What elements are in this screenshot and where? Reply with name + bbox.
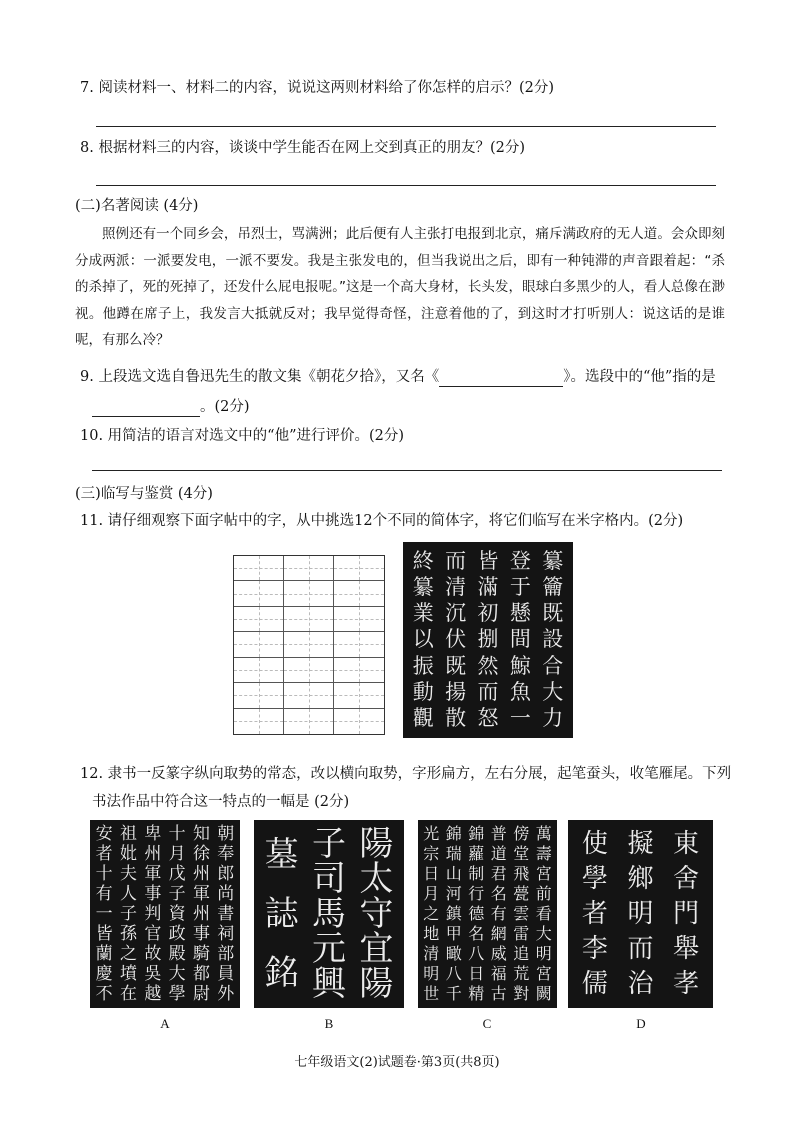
calligraphy-column: [627, 826, 653, 1002]
copybook-glyph: 懸: [509, 601, 531, 626]
calligraphy-glyph: 甲: [445, 924, 462, 943]
calligraphy-column: [423, 824, 439, 1004]
calligraphy-glyph: 瑞: [445, 844, 462, 863]
grid-cell[interactable]: [334, 556, 384, 581]
calligraphy-glyph: 名: [468, 924, 485, 943]
grid-cell[interactable]: [284, 709, 334, 734]
calligraphy-glyph: 十: [95, 863, 113, 884]
copybook-glyph: 既: [542, 601, 564, 626]
calligraphy-glyph: 子: [168, 883, 186, 904]
calligraphy-glyph: 夫: [119, 863, 137, 884]
calligraphy-glyph: 卑: [144, 823, 162, 844]
calligraphy-glyph: 奉: [217, 843, 235, 864]
copybook-glyph: 皆: [477, 548, 499, 573]
calligraphy-glyph: 事: [192, 923, 210, 944]
question-9-part1: 9. 上段选文选自鲁迅先生的散文集《朝花夕拾》，又名《: [80, 369, 440, 385]
calligraphy-glyph: 荒: [513, 964, 530, 983]
calligraphy-glyph: 前: [535, 884, 552, 903]
q9-blank-1[interactable]: [439, 366, 563, 387]
calligraphy-column: [536, 824, 552, 1004]
calligraphy-glyph: 部: [217, 943, 235, 964]
calligraphy-glyph: 故: [144, 943, 162, 964]
calligraphy-glyph: 有: [95, 883, 113, 904]
calligraphy-glyph: 甍: [513, 884, 530, 903]
copybook-glyph: 鯨: [509, 653, 531, 678]
question-9-part2: 》。选段中的“他”指的是: [563, 369, 716, 385]
copybook-glyph: 大: [542, 680, 564, 705]
copybook-glyph: 怒: [477, 706, 499, 731]
calligraphy-glyph: 普: [490, 824, 507, 843]
calligraphy-glyph: 州: [144, 843, 162, 864]
calligraphy-glyph: 君: [490, 864, 507, 883]
copybook-glyph: 設: [542, 627, 564, 652]
grid-cell[interactable]: [284, 556, 334, 581]
calligraphy-glyph: 官: [144, 923, 162, 944]
copybook-glyph: 捌: [477, 627, 499, 652]
calligraphy-glyph: 吳: [144, 963, 162, 984]
calligraphy-glyph: 而: [627, 934, 654, 965]
calligraphy-glyph: 鄉: [627, 863, 654, 894]
calligraphy-glyph: 鎮: [445, 904, 462, 923]
calligraphy-glyph: 明: [627, 898, 654, 929]
calligraphy-glyph: 門: [673, 898, 700, 929]
calligraphy-glyph: 墓: [264, 835, 299, 876]
calligraphy-glyph: 福: [490, 964, 507, 983]
calligraphy-glyph: 郎: [217, 863, 235, 884]
calligraphy-glyph: 日: [468, 964, 485, 983]
calligraphy-glyph: 世: [423, 984, 440, 1003]
calligraphy-column: [144, 824, 161, 1004]
calligraphy-column: [96, 824, 113, 1004]
calligraphy-glyph: 子: [311, 823, 346, 864]
calligraphy-glyph: 堂: [513, 844, 530, 863]
calligraphy-column: [311, 823, 346, 1005]
option-d-image[interactable]: [568, 820, 713, 1008]
grid-cell[interactable]: [284, 632, 334, 657]
calligraphy-glyph: 尉: [192, 983, 210, 1004]
calligraphy-glyph: 陽: [359, 964, 394, 1005]
grid-cell[interactable]: [234, 607, 284, 632]
calligraphy-column: [582, 826, 608, 1002]
calligraphy-glyph: 資: [168, 903, 186, 924]
copybook-glyph: 觀: [412, 706, 434, 731]
calligraphy-glyph: 李: [581, 934, 608, 965]
calligraphy-glyph: 明: [535, 944, 552, 963]
calligraphy-glyph: 清: [423, 944, 440, 963]
grid-cell[interactable]: [334, 581, 384, 606]
question-12-line2: 书法作品中符合这一特点的一幅是 (2分): [92, 794, 350, 810]
copybook-glyph: 初: [477, 601, 499, 626]
calligraphy-glyph: 古: [490, 984, 507, 1003]
calligraphy-glyph: 宮: [535, 964, 552, 983]
question-11: 11. 请仔细观察下面字帖中的字，从中挑选12个不同的简体字，将它们临写在米字格内。(2分): [80, 513, 684, 529]
calligraphy-glyph: 一: [95, 903, 113, 924]
calligraphy-glyph: 東: [673, 828, 700, 859]
calligraphy-glyph: 不: [95, 983, 113, 1004]
copybook-glyph: 纂: [412, 574, 434, 599]
calligraphy-glyph: 精: [468, 984, 485, 1003]
calligraphy-glyph: 軍: [192, 883, 210, 904]
calligraphy-glyph: 子: [119, 903, 137, 924]
calligraphy-glyph: 軍: [144, 863, 162, 884]
question-7: 7. 阅读材料一、材料二的内容，说说这两则材料给了你怎样的启示？(2分): [80, 80, 554, 96]
copybook-column: [510, 548, 531, 732]
copybook-glyph: 振: [412, 653, 434, 678]
calligraphy-glyph: 明: [423, 964, 440, 983]
calligraphy-glyph: 月: [423, 884, 440, 903]
calligraphy-glyph: 錦: [468, 824, 485, 843]
calligraphy-glyph: 雲: [513, 904, 530, 923]
calligraphy-glyph: 八: [468, 944, 485, 963]
calligraphy-column: [193, 824, 210, 1004]
calligraphy-glyph: 使: [581, 828, 608, 859]
calligraphy-glyph: 越: [144, 983, 162, 1004]
calligraphy-glyph: 都: [192, 963, 210, 984]
calligraphy-glyph: 學: [168, 983, 186, 1004]
copybook-glyph: 業: [412, 601, 434, 626]
grid-cell[interactable]: [284, 658, 334, 683]
option-a-label: A: [160, 1016, 170, 1031]
calligraphy-glyph: 太: [359, 858, 394, 899]
calligraphy-column: [673, 826, 699, 1002]
calligraphy-glyph: 守: [359, 893, 394, 934]
calligraphy-glyph: 馬: [311, 893, 346, 934]
copybook-column: [477, 548, 498, 732]
calligraphy-glyph: 在: [119, 983, 137, 1004]
calligraphy-glyph: 人: [119, 883, 137, 904]
copybook-glyph: 魚: [509, 680, 531, 705]
calligraphy-glyph: 錦: [445, 824, 462, 843]
grid-cell[interactable]: [284, 581, 334, 606]
calligraphy-glyph: 雷: [513, 924, 530, 943]
calligraphy-glyph: 者: [95, 843, 113, 864]
answer-line-q7[interactable]: [96, 126, 716, 127]
calligraphy-glyph: 萬: [535, 824, 552, 843]
calligraphy-glyph: 德: [468, 904, 485, 923]
copybook-glyph: 伏: [445, 627, 467, 652]
question-8: 8. 根据材料三的内容，谈谈中学生能否在网上交到真正的朋友？(2分): [80, 140, 525, 156]
calligraphy-glyph: 宜: [359, 929, 394, 970]
option-c-label: C: [482, 1016, 492, 1031]
option-d-label: D: [636, 1016, 646, 1031]
practice-grid[interactable]: [233, 555, 385, 735]
q9-blank-2[interactable]: [92, 396, 200, 417]
grid-cell[interactable]: [234, 632, 284, 657]
copybook-glyph: 籥: [542, 574, 564, 599]
calligraphy-glyph: 大: [168, 963, 186, 984]
calligraphy-glyph: 擬: [627, 828, 654, 859]
option-a-image[interactable]: [90, 820, 240, 1008]
grid-cell[interactable]: [334, 607, 384, 632]
calligraphy-glyph: 日: [423, 864, 440, 883]
calligraphy-glyph: 書: [217, 903, 235, 924]
copybook-glyph: 滿: [477, 574, 499, 599]
calligraphy-glyph: 道: [490, 844, 507, 863]
answer-line-q10[interactable]: [92, 470, 722, 471]
calligraphy-glyph: 祠: [217, 923, 235, 944]
calligraphy-glyph: 政: [168, 923, 186, 944]
calligraphy-glyph: 闕: [535, 984, 552, 1003]
calligraphy-column: [120, 824, 137, 1004]
calligraphy-glyph: 行: [468, 884, 485, 903]
calligraphy-glyph: 舍: [673, 863, 700, 894]
calligraphy-glyph: 騎: [192, 943, 210, 964]
calligraphy-glyph: 陽: [359, 823, 394, 864]
calligraphy-glyph: 山: [445, 864, 462, 883]
calligraphy-column: [217, 824, 234, 1004]
calligraphy-glyph: 大: [535, 924, 552, 943]
calligraphy-column: [446, 824, 462, 1004]
grid-cell[interactable]: [234, 709, 284, 734]
calligraphy-glyph: 孝: [673, 969, 700, 1000]
calligraphy-glyph: 尚: [217, 883, 235, 904]
copybook-column: [542, 548, 563, 732]
calligraphy-glyph: 皆: [95, 923, 113, 944]
calligraphy-glyph: 之: [423, 904, 440, 923]
calligraphy-glyph: 治: [627, 969, 654, 1000]
calligraphy-glyph: 州: [192, 903, 210, 924]
copybook-glyph: 纂: [542, 548, 564, 573]
calligraphy-glyph: 看: [535, 904, 552, 923]
calligraphy-glyph: 有: [490, 904, 507, 923]
calligraphy-glyph: 興: [311, 964, 346, 1005]
copybook-glyph: 登: [509, 548, 531, 573]
copybook-glyph: 散: [445, 706, 467, 731]
calligraphy-glyph: 知: [192, 823, 210, 844]
calligraphy-glyph: 蘿: [468, 844, 485, 863]
calligraphy-glyph: 威: [490, 944, 507, 963]
copybook-glyph: 既: [445, 653, 467, 678]
calligraphy-glyph: 宗: [423, 844, 440, 863]
copybook-glyph: 揚: [445, 680, 467, 705]
copybook-glyph: 而: [477, 680, 499, 705]
calligraphy-glyph: 外: [217, 983, 235, 1004]
grid-cell[interactable]: [334, 709, 384, 734]
calligraphy-glyph: 制: [468, 864, 485, 883]
copybook-column: [413, 548, 434, 732]
copybook-rubbing: [403, 542, 573, 738]
grid-cell[interactable]: [334, 683, 384, 708]
calligraphy-glyph: 之: [119, 943, 137, 964]
calligraphy-glyph: 者: [581, 898, 608, 929]
copybook-glyph: 然: [477, 653, 499, 678]
calligraphy-glyph: 州: [192, 863, 210, 884]
copybook-glyph: 以: [412, 627, 434, 652]
copybook-glyph: 終: [412, 548, 434, 573]
calligraphy-column: [265, 826, 299, 1002]
question-9: [80, 366, 716, 387]
copybook-column: [445, 548, 466, 732]
calligraphy-glyph: 銘: [264, 952, 299, 993]
copybook-glyph: 一: [509, 706, 531, 731]
page-footer: 七年级语文(2)试题卷·第3页(共8页): [294, 1055, 500, 1070]
grid-cell[interactable]: [234, 658, 284, 683]
calligraphy-glyph: 元: [311, 929, 346, 970]
answer-line-q8[interactable]: [96, 185, 716, 186]
option-b-label: B: [324, 1016, 334, 1031]
calligraphy-glyph: 誌: [264, 893, 299, 934]
grid-cell[interactable]: [284, 683, 334, 708]
calligraphy-glyph: 殿: [168, 943, 186, 964]
calligraphy-glyph: 飛: [513, 864, 530, 883]
calligraphy-glyph: 安: [95, 823, 113, 844]
grid-cell[interactable]: [334, 632, 384, 657]
calligraphy-glyph: 月: [168, 843, 186, 864]
copybook-glyph: 沉: [445, 601, 467, 626]
calligraphy-glyph: 司: [311, 858, 346, 899]
question-12: 12. 隶书一反篆字纵向取势的常态，改以横向取势，字形扁方，左右分展，起笔蚕头，收笔雁尾。下列: [80, 766, 732, 782]
copybook-glyph: 間: [509, 627, 531, 652]
calligraphy-glyph: 徐: [192, 843, 210, 864]
calligraphy-glyph: 舉: [673, 934, 700, 965]
calligraphy-glyph: 對: [513, 984, 530, 1003]
calligraphy-glyph: 河: [445, 884, 462, 903]
option-c-image[interactable]: [418, 820, 557, 1008]
reading-passage: 照例还有一个同乡会，吊烈士，骂满洲；此后便有人主张打电报到北京，痛斥满政府的无人道。会众即刻分成两派：一派要发电，一派不要发。我是主张发电的，但当我说出之后，即有一种钝滞的声音跟着起：“杀的杀掉了，死的死掉了，还发什么屁电报呢。”这是一个高大身材，长头发，眼球白多黑少的人，看人总像在渺视。他蹲在席子上，我发言大抵就反对；我早觉得奇怪，注意着他的了，到这时才打听别人：说这话的是谁呢，有那么冷？: [75, 226, 725, 348]
calligraphy-glyph: 學: [581, 863, 608, 894]
question-10: 10. 用简洁的语言对选文中的“他”进行评价。(2分): [80, 428, 405, 444]
calligraphy-glyph: 宮: [535, 864, 552, 883]
calligraphy-glyph: 光: [423, 824, 440, 843]
calligraphy-glyph: 事: [144, 883, 162, 904]
calligraphy-glyph: 追: [513, 944, 530, 963]
calligraphy-glyph: 慶: [95, 963, 113, 984]
copybook-glyph: 合: [542, 653, 564, 678]
question-9-part3: 。(2分): [200, 399, 250, 415]
calligraphy-glyph: 員: [217, 963, 235, 984]
calligraphy-glyph: 朝: [217, 823, 235, 844]
option-b-image[interactable]: [254, 820, 404, 1008]
calligraphy-glyph: 壽: [535, 844, 552, 863]
copybook-glyph: 而: [445, 548, 467, 573]
calligraphy-glyph: 地: [423, 924, 440, 943]
calligraphy-glyph: 戊: [168, 863, 186, 884]
calligraphy-glyph: 孫: [119, 923, 137, 944]
section-3-title: (三)临写与鉴赏 (4分): [75, 486, 213, 502]
copybook-glyph: 力: [542, 706, 564, 731]
calligraphy-column: [491, 824, 507, 1004]
copybook-glyph: 清: [445, 574, 467, 599]
copybook-glyph: 于: [509, 574, 531, 599]
calligraphy-column: [169, 824, 186, 1004]
calligraphy-column: [468, 824, 484, 1004]
calligraphy-glyph: 名: [490, 884, 507, 903]
calligraphy-glyph: 瞰: [445, 944, 462, 963]
calligraphy-glyph: 祖: [119, 823, 137, 844]
grid-cell[interactable]: [334, 658, 384, 683]
calligraphy-glyph: 儒: [581, 969, 608, 1000]
calligraphy-glyph: 網: [490, 924, 507, 943]
question-9-line2: [92, 396, 250, 417]
calligraphy-glyph: 十: [168, 823, 186, 844]
grid-cell[interactable]: [234, 581, 284, 606]
calligraphy-glyph: 傍: [513, 824, 530, 843]
copybook-glyph: 動: [412, 680, 434, 705]
grid-cell[interactable]: [284, 607, 334, 632]
calligraphy-glyph: 千: [445, 984, 462, 1003]
section-2-title: (二)名著阅读 (4分): [75, 198, 199, 214]
calligraphy-glyph: 墳: [119, 963, 137, 984]
calligraphy-glyph: 判: [144, 903, 162, 924]
calligraphy-column: [513, 824, 529, 1004]
calligraphy-glyph: 妣: [119, 843, 137, 864]
grid-cell[interactable]: [234, 683, 284, 708]
calligraphy-glyph: 八: [445, 964, 462, 983]
calligraphy-glyph: 蘭: [95, 943, 113, 964]
calligraphy-column: [359, 823, 394, 1005]
grid-cell[interactable]: [234, 556, 284, 581]
